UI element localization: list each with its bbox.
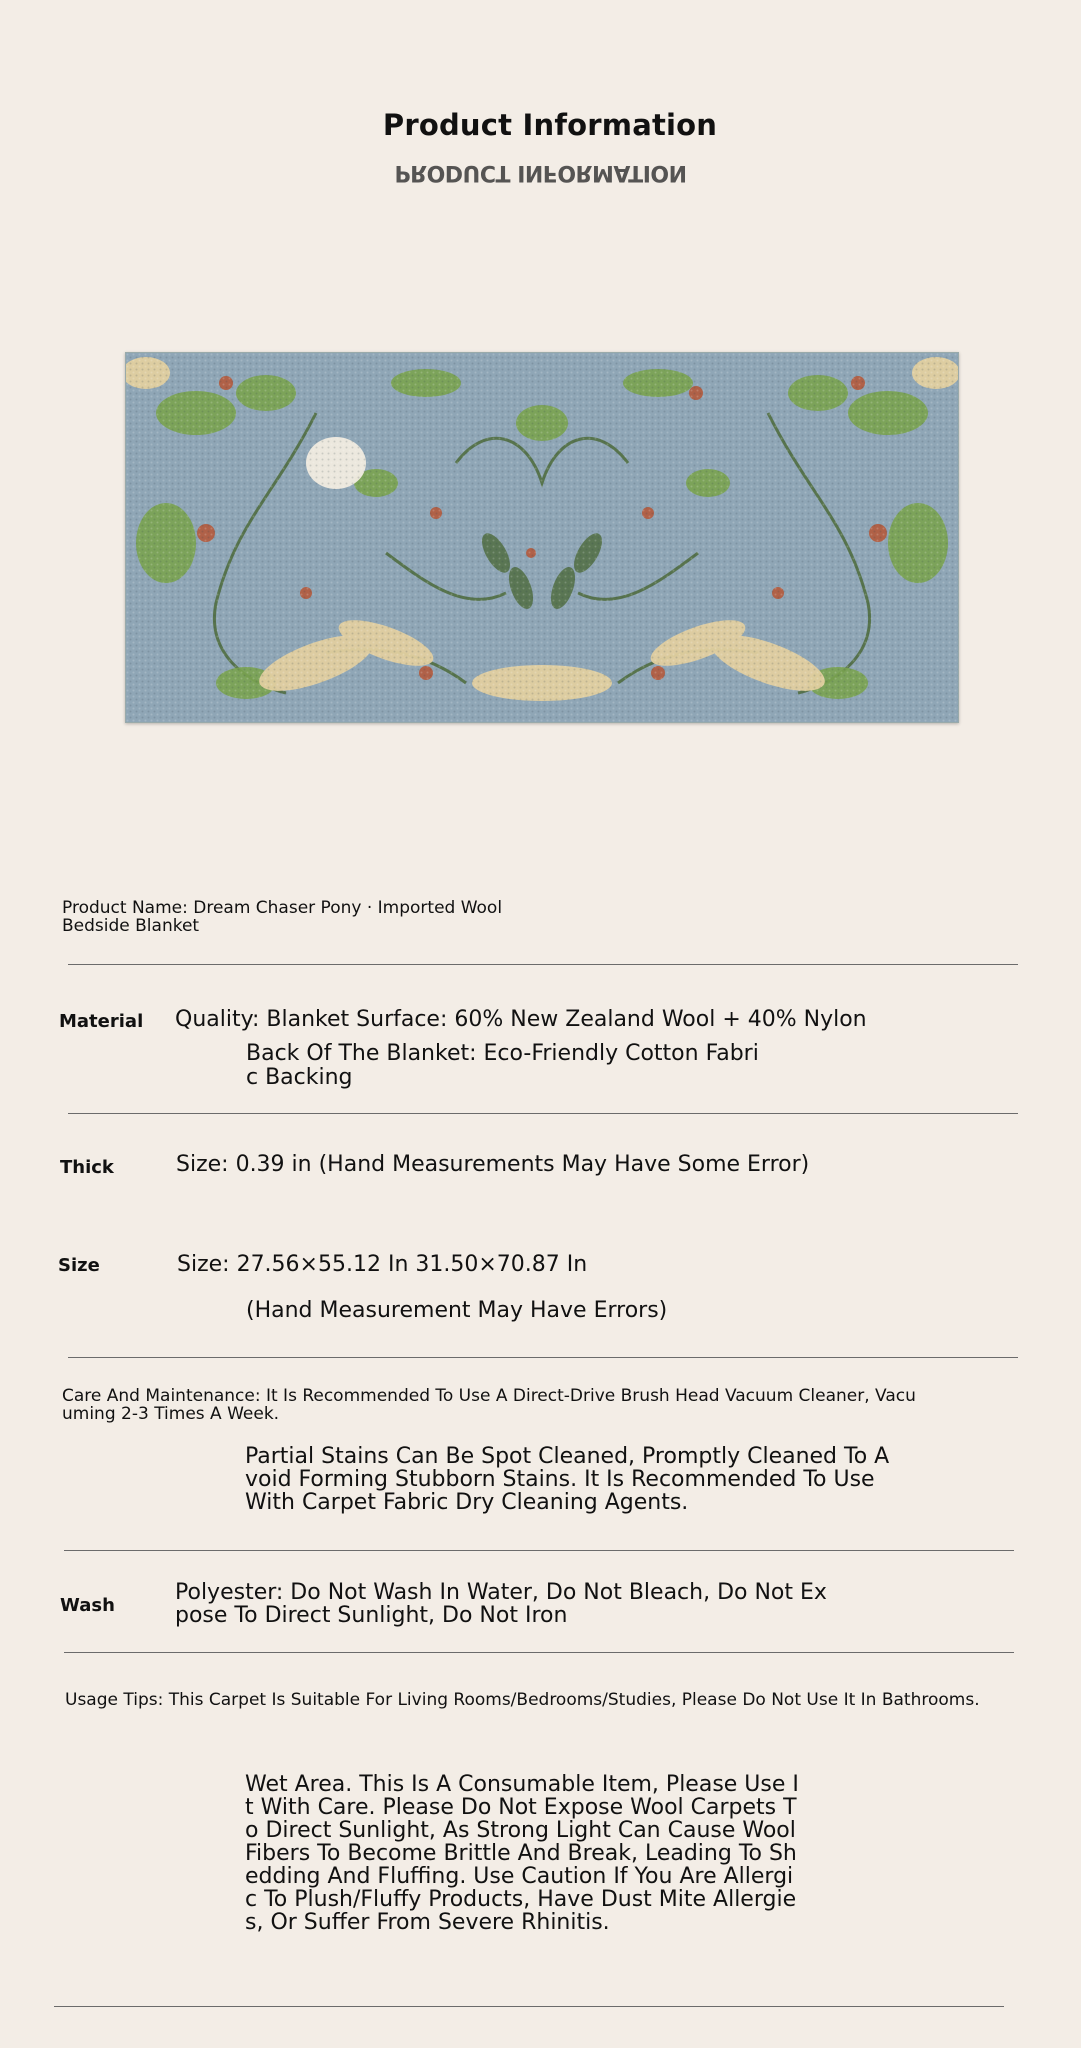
divider xyxy=(64,1652,1014,1653)
wash-value-line1: Polyester: Do Not Wash In Water, Do Not Bleach, Do Not Ex xyxy=(175,1580,827,1605)
size-note: (Hand Measurement May Have Errors) xyxy=(246,1298,668,1323)
rug-product-image xyxy=(125,352,959,723)
thick-label: Thick xyxy=(60,1157,114,1178)
wash-value-line2: pose To Direct Sunlight, Do Not Iron xyxy=(175,1603,568,1628)
product-name xyxy=(62,899,682,935)
care-intro-line1: Care And Maintenance: It Is Recommended To Use A Direct-Drive Brush Head Vacuum Cleaner, Vacu xyxy=(62,1386,916,1406)
usage-detail: Wet Area. This Is A Consumable Item, Please Use I t With Care. Please Do Not Expose Wool Carpets T o Direct Sunlight, As Strong Light Can Cause Wool Fibers To Become Brittle And Break, Leading To Sh edding And Fluffing. Use Caution If You Are Allergi c To Plush/Fluffy Products, Have Dust Mite Allergie s, Or Suffer From Severe Rhinitis. xyxy=(245,1772,799,1935)
divider xyxy=(68,1113,1018,1114)
material-backing-line1: Back Of The Blanket: Eco-Friendly Cotton Fabri xyxy=(246,1041,759,1066)
divider xyxy=(54,2006,1004,2007)
material-quality: Quality: Blanket Surface: 60% New Zealand Wool + 40% Nylon xyxy=(175,1007,867,1032)
care-intro xyxy=(62,1387,916,1423)
divider xyxy=(64,1550,1014,1551)
care-intro-line2: uming 2-3 Times A Week. xyxy=(62,1404,280,1424)
care-detail: Partial Stains Can Be Spot Cleaned, Promptly Cleaned To A void Forming Stubborn Stains. It Is Recommended To Use With Carpet Fabric Dry Cleaning Agents. xyxy=(245,1444,890,1515)
size-label: Size xyxy=(58,1255,100,1276)
divider xyxy=(68,964,1018,965)
material-backing-line2: c Backing xyxy=(246,1065,353,1090)
divider xyxy=(68,1357,1018,1358)
page-title: Product Information xyxy=(382,108,718,142)
wash-label: Wash xyxy=(60,1595,115,1616)
usage-intro: Usage Tips: This Carpet Is Suitable For Living Rooms/Bedrooms/Studies, Please Do Not Use It In Bathrooms. xyxy=(65,1690,980,1710)
product-name-line2: Bedside Blanket xyxy=(62,916,200,936)
size-value: Size: 27.56×55.12 In 31.50×70.87 In xyxy=(177,1252,588,1277)
wash-value xyxy=(175,1581,827,1627)
page-subtitle-mirrored: PRODUCT INFORMATION xyxy=(394,160,687,185)
product-name-line1: Product Name: Dream Chaser Pony · Imported Wool xyxy=(62,898,503,918)
thick-value: Size: 0.39 in (Hand Measurements May Have Some Error) xyxy=(176,1152,810,1177)
material-label: Material xyxy=(59,1011,144,1032)
